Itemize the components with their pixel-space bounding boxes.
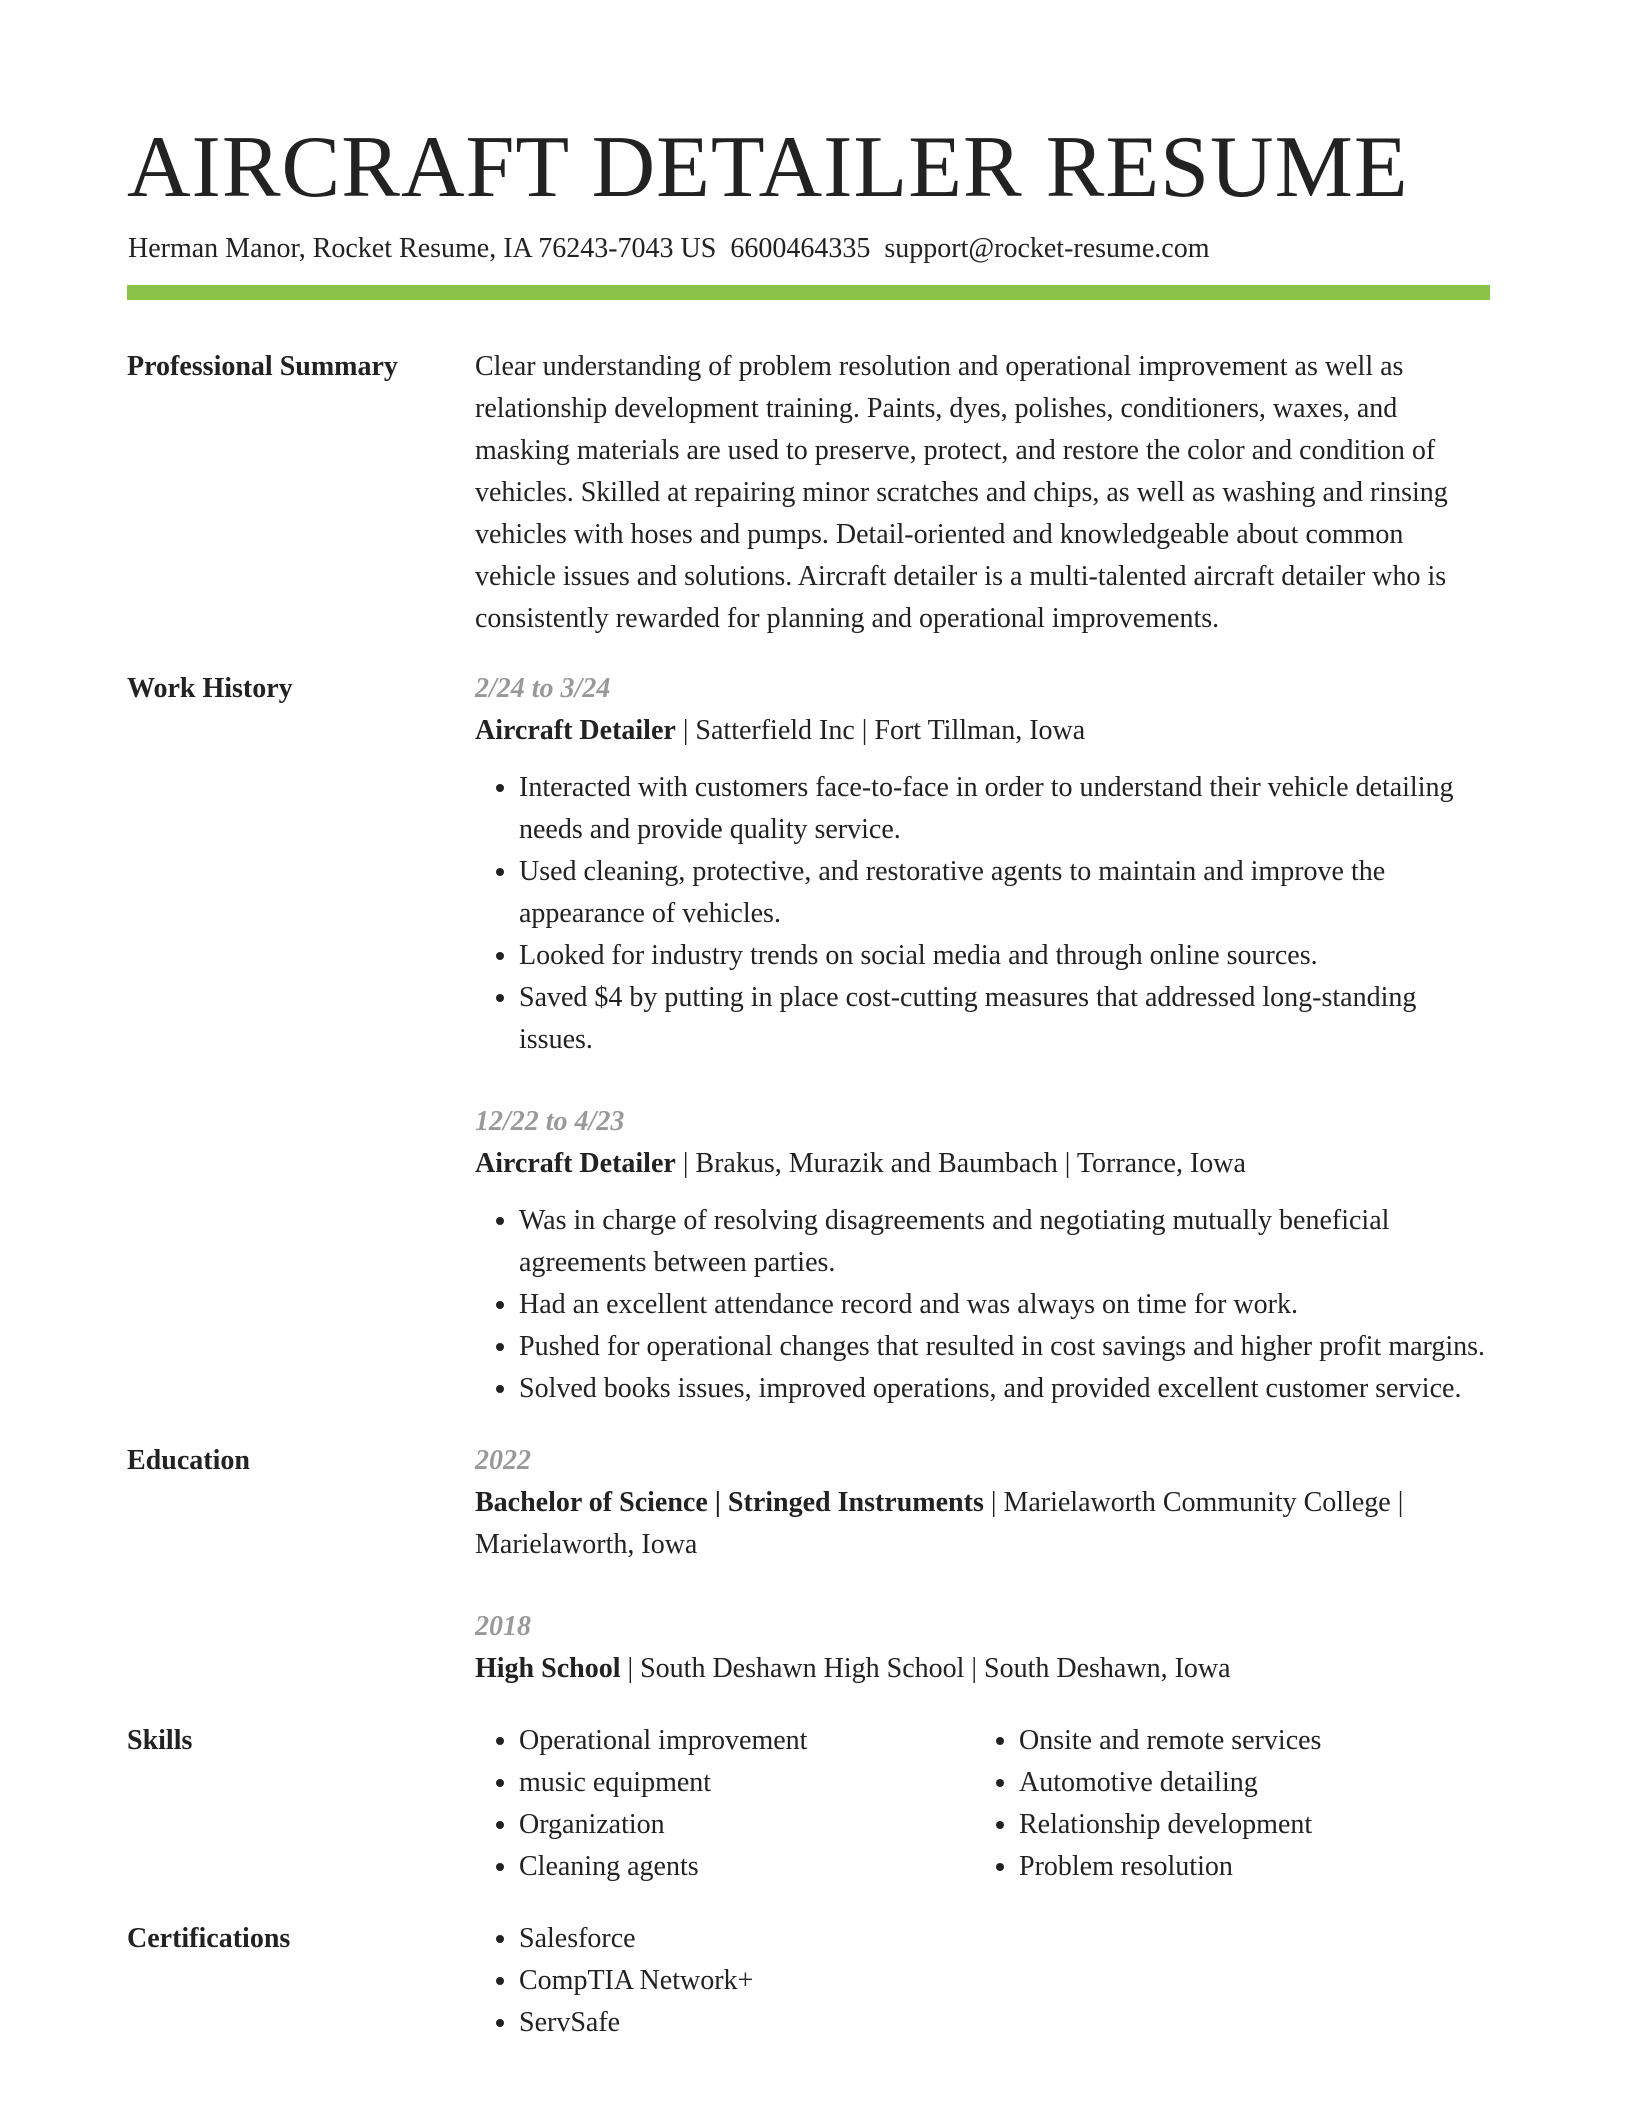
skill-item: • Cleaning agents [519, 1846, 975, 1888]
education-year: 2018 [475, 1611, 531, 1642]
certification-item: • CompTIA Network+ [519, 1960, 1490, 2002]
education-degree: High School [475, 1653, 621, 1684]
education-school: | Marielaworth Community College | Marielaworth, Iowa [475, 1487, 1404, 1560]
job-bullet: • Interacted with customers face-to-face in order to understand their vehicle detailing needs and provide quality service. [519, 767, 1490, 851]
job-bullet: • Looked for industry trends on social media and through online sources. [519, 935, 1490, 977]
job-bullet: • Saved $4 by putting in place cost-cutting measures that addressed long-standing issues. [519, 977, 1490, 1061]
education-degree: Bachelor of Science | Stringed Instruments [475, 1487, 984, 1518]
skill-item: • Automotive detailing [1019, 1762, 1475, 1804]
job-bullets [475, 1200, 1490, 1410]
job-dates: 2/24 to 3/24 [475, 673, 611, 704]
education-heading-line [475, 1648, 1490, 1690]
certifications-heading: Certifications [127, 1923, 291, 1954]
summary-text: Clear understanding of problem resolution and operational improvement as well as relationship development training. Paints, dyes, polishes, conditioners, waxes, and masking materials are used to preserve, protect, and restore the color and condition of vehicles. Skilled at repairing minor scratches and chips, as well as washing and rinsing vehicles with hoses and pumps. Detail-oriented and knowledgeable about common vehicle issues and solutions. Aircraft detailer is a multi-talented aircraft detailer who is consistently rewarded for planning and operational improvements. [475, 351, 1448, 634]
job-bullet: • Had an excellent attendance record and was always on time for work. [519, 1284, 1490, 1326]
job-bullet: • Solved books issues, improved operations, and provided excellent customer service. [519, 1368, 1490, 1410]
skill-item: • Organization [519, 1804, 975, 1846]
skills-heading: Skills [127, 1725, 193, 1756]
skill-item: • Relationship development [1019, 1804, 1475, 1846]
contact-email: support@rocket-resume.com [884, 233, 1210, 264]
accent-divider [127, 285, 1490, 300]
certifications-list [475, 1918, 1490, 2044]
work-history-heading: Work History [127, 673, 293, 704]
certifications-section [127, 1918, 1490, 2044]
work-history-section [127, 668, 1490, 1410]
education-year: 2022 [475, 1445, 531, 1476]
skills-section [127, 1720, 1490, 1888]
job-entry [475, 668, 1490, 1061]
education-section [127, 1440, 1490, 1690]
resume-title: AIRCRAFT DETAILER RESUME [127, 119, 1409, 216]
job-title: Aircraft Detailer [475, 715, 676, 746]
education-heading: Education [127, 1445, 250, 1476]
skill-item: • music equipment [519, 1762, 975, 1804]
education-heading-line [475, 1482, 1490, 1566]
education-entry [475, 1440, 1490, 1566]
contact-address: Herman Manor, Rocket Resume, IA 76243-7043 US [128, 233, 717, 264]
resume-sections [127, 346, 1490, 2074]
job-bullet: • Used cleaning, protective, and restorative agents to maintain and improve the appearance of vehicles. [519, 851, 1490, 935]
job-title: Aircraft Detailer [475, 1148, 676, 1179]
job-heading [475, 1143, 1490, 1185]
job-dates: 12/22 to 4/23 [475, 1106, 625, 1137]
job-company: | Brakus, Murazik and Baumbach | Torrance, Iowa [675, 1148, 1246, 1179]
skill-item: • Onsite and remote services [1019, 1720, 1475, 1762]
job-bullets [475, 767, 1490, 1061]
skills-grid [475, 1720, 1490, 1888]
skills-list-right [975, 1720, 1475, 1888]
skill-item: • Operational improvement [519, 1720, 975, 1762]
contact-phone: 6600464335 [730, 233, 871, 264]
contact-line [128, 229, 1209, 269]
job-bullet: • Pushed for operational changes that resulted in cost savings and higher profit margins. [519, 1326, 1490, 1368]
certification-item: • ServSafe [519, 2002, 1490, 2044]
job-heading [475, 710, 1490, 752]
job-entry [475, 1101, 1490, 1410]
job-bullet: • Was in charge of resolving disagreements and negotiating mutually beneficial agreements between parties. [519, 1200, 1490, 1284]
skills-list-left [475, 1720, 975, 1888]
summary-section [127, 346, 1490, 640]
skill-item: • Problem resolution [1019, 1846, 1475, 1888]
summary-heading: Professional Summary [127, 351, 398, 382]
education-school: | South Deshawn High School | South Deshawn, Iowa [620, 1653, 1231, 1684]
job-company: | Satterfield Inc | Fort Tillman, Iowa [675, 715, 1086, 746]
education-entry [475, 1606, 1490, 1690]
certification-item: • Salesforce [519, 1918, 1490, 1960]
